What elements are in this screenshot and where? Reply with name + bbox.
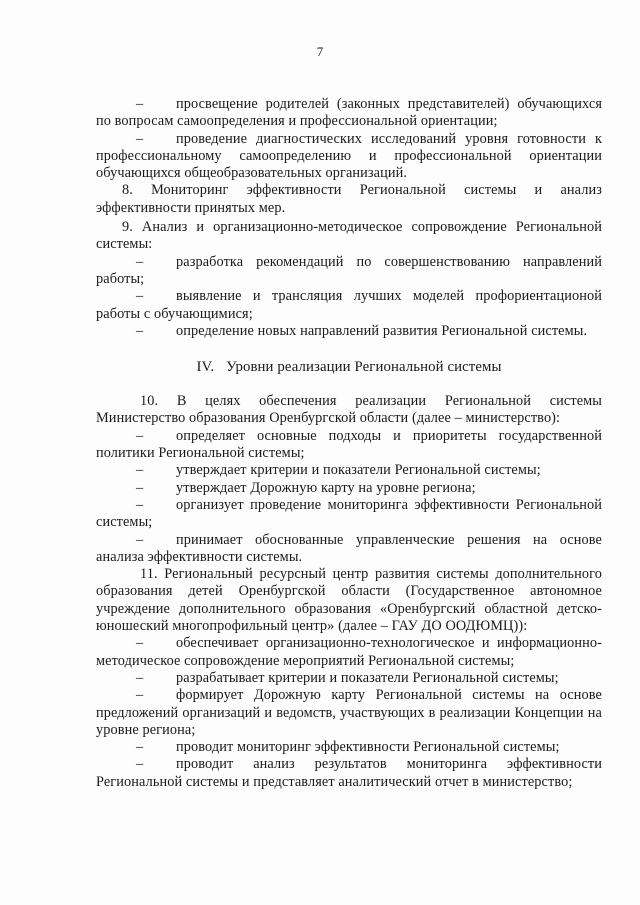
list-item-text: проводит мониторинг эффективности Региональной системы; xyxy=(176,739,560,756)
paragraph-10: 10. В целях обеспечения реализации Региональной системы Министерство образования Оренбургской области (далее – министерство): xyxy=(96,393,602,427)
list-dash: – xyxy=(136,531,144,548)
paragraph-11: 11. Региональный ресурсный центр развития системы дополнительного образования детей Оренбургской области (Государственное автономное учреждение дополнительного образования «Оренбургский областной детско-юношеский многопрофильный центр» (далее – ГАУ ДО ООДЮМЦ)): xyxy=(96,566,602,635)
list-item xyxy=(96,687,602,739)
list-item xyxy=(96,635,602,670)
list-item-text: разработка рекомендаций по совершенствованию направлений работы; xyxy=(96,253,602,287)
list-item-text: просвещение родителей (законных представителей) обучающихся по вопросам самоопределения и профессиональной ориентации; xyxy=(96,96,602,130)
list-item-text: проводит анализ результатов мониторинга эффективности Региональной системы и представляет аналитический отчет в министерство; xyxy=(96,756,602,790)
list-dash: – xyxy=(136,253,144,270)
list-item xyxy=(96,428,602,463)
list-dash: – xyxy=(136,496,144,513)
list-dash: – xyxy=(136,635,144,652)
list-dash: – xyxy=(136,322,144,339)
list-item-text: утверждает Дорожную карту на уровне региона; xyxy=(176,479,476,496)
list-item xyxy=(96,254,602,289)
list-item-text: выявление и трансляция лучших моделей профориентационой работы с обучающимися; xyxy=(96,288,602,322)
list-dash: – xyxy=(136,479,144,496)
list-item-text: разрабатывает критерии и показатели Региональной системы; xyxy=(176,669,559,686)
paragraph-9: 9. Анализ и организационно-методическое сопровождение Региональной системы: xyxy=(96,219,602,253)
page-number: 7 xyxy=(316,44,324,59)
list-dash: – xyxy=(136,756,144,773)
list-dash: – xyxy=(136,96,144,112)
list-dash: – xyxy=(136,687,144,704)
list-item-text: организует проведение мониторинга эффективности Региональной системы; xyxy=(96,496,602,531)
list-item xyxy=(96,497,602,532)
list-dash: – xyxy=(136,739,144,756)
list-item-text: определяет основные подходы и приоритеты государственной политики Региональной системы; xyxy=(96,427,602,462)
list-dash: – xyxy=(136,427,144,444)
list-dash: – xyxy=(136,462,144,479)
list-item xyxy=(96,670,602,687)
list-item xyxy=(96,756,602,791)
list-item xyxy=(96,288,602,323)
list-item xyxy=(96,532,602,567)
list-dash: – xyxy=(136,130,144,147)
list-item xyxy=(96,739,602,756)
section-title: Уровни реализации Региональной системы xyxy=(226,359,502,376)
list-item xyxy=(96,131,602,183)
list-dash: – xyxy=(136,288,144,305)
section-heading xyxy=(96,358,602,376)
document-body xyxy=(96,96,602,791)
section-number: IV. xyxy=(196,359,215,376)
list-item-text: формирует Дорожную карту Региональной системы на основе предложений организаций и ведомств, участвующих в реализации Концепции на уровне региона; xyxy=(96,687,602,738)
list-dash: – xyxy=(136,669,144,686)
list-item-text: проведение диагностических исследований уровня готовности к профессиональному самоопределению и профессиональной ориентации обучающихся общеобразовательных организаций. xyxy=(96,130,602,182)
list-item-text: утверждает критерии и показатели Региональной системы; xyxy=(176,462,541,479)
list-item xyxy=(96,480,602,497)
list-item xyxy=(96,96,602,131)
list-item-text: обеспечивает организационно-технологическое и информационно-методическое сопровождение мероприятий Региональной системы; xyxy=(96,635,602,669)
list-item-text: определение новых направлений развития Региональной системы. xyxy=(176,322,588,339)
list-item-text: принимает обоснованные управленческие решения на основе анализа эффективности системы. xyxy=(96,531,602,565)
paragraph-8: 8. Мониторинг эффективности Региональной системы и анализ эффективности принятых мер. xyxy=(96,182,602,216)
list-item xyxy=(96,323,602,340)
list-item xyxy=(96,462,602,479)
